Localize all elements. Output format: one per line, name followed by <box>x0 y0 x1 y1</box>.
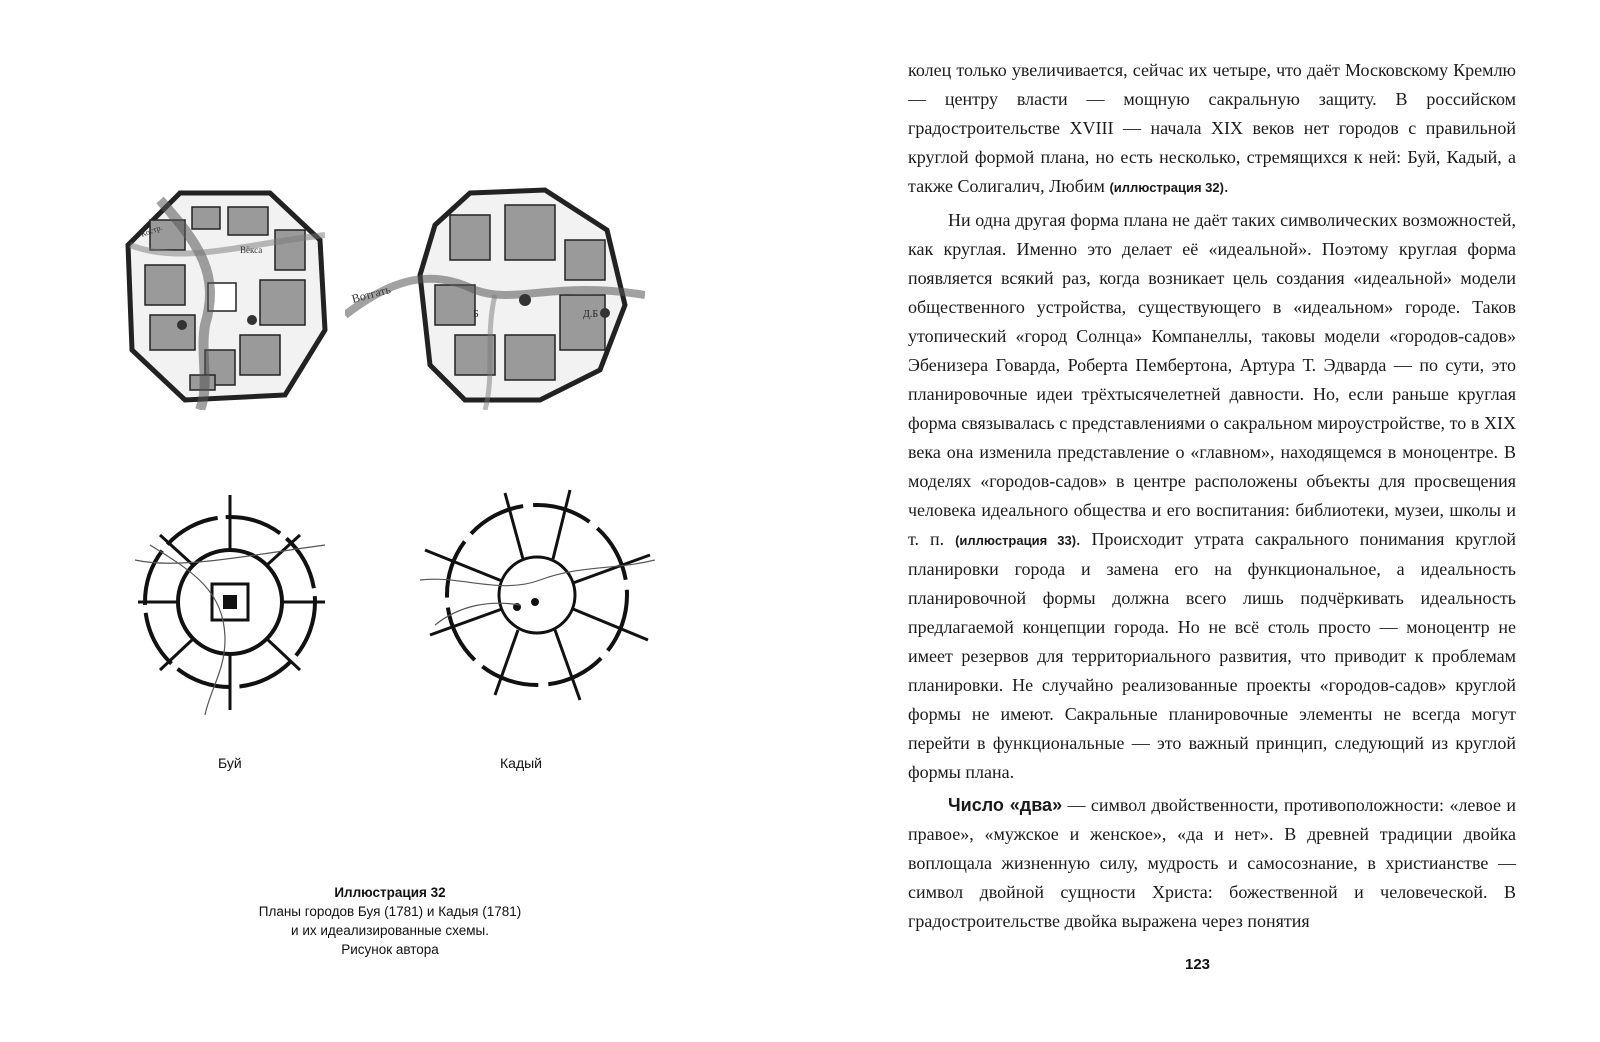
bui-idealized-scheme <box>130 490 330 715</box>
figure-caption <box>180 883 600 959</box>
caption-line-1: Планы городов Буя (1781) и Кадыя (1781) <box>258 904 522 919</box>
kadyi-historical-plan <box>345 185 645 410</box>
paragraph-2 <box>908 206 1516 787</box>
paragraph-3-text: — символ двойственности, противоположности: «левое и правое», «мужское и женское», «да и нет». В древней традиции двойка воплощала жизненную силу, мудрость и самосознание, в христианстве — символ двойной сущности Христа: божественной и человеческой. В градостроительстве двойка выражена через понятия <box>908 795 1517 931</box>
paragraph-2-end: . Происходит утрата сакрального понимания круглой планировки города и замена его на функциональное, а идеальность планировочной формы должна всего лишь подчёркивать идеальность предлагаемой концепции города. Но не всё столь просто — моноцентр не имеет резервов для территориального развития, что приводит к проблемам планировки. Не случайно реализованные проекты «городов-садов» круглой формы не имеют. Сакральные планировочные элементы не всегда могут перейти в функциональные — это важный принцип, следующий из круглой формы плана. <box>908 529 1516 782</box>
right-page <box>800 0 1600 1042</box>
paragraph-1-end: . <box>1223 176 1229 196</box>
bui-river-label: Вёкса <box>240 245 263 255</box>
kadyi-label-b: Б <box>473 309 479 320</box>
body-text <box>908 56 1516 940</box>
paragraph-3 <box>908 791 1516 936</box>
caption-line-3: Рисунок автора <box>341 942 439 957</box>
kadyi-idealized-scheme <box>420 485 655 715</box>
paragraph-2-text: Ни одна другая форма плана не даёт таких символических возможностей, как круглая. Именно это делает её «идеальной». Поэтому круглая форма появляется всякий раз, когда возникает цель создания «идеальной» модели общественного устройства, существующего в «идеальном» городе. Таков утопический «город Солнца» Компанеллы, таковы модели «городов-садов» Эбенизера Говарда, Роберта Пембертона, Артура Т. Эдварда — по сути, это планировочные идеи трёхтысячелетней давности. Но, если раньше круглая форма связывалась с представлениями о сакральном мироустройстве, то в XIX века она изменила представление о «главном», находящемся в моноцентре. В моделях «городов-садов» в центре расположены объекты для просвещения человека идеального общества и его воспитания: библиотеки, музеи, школы и т. п. <box>908 210 1516 549</box>
bui-river-label-2: Костр. <box>139 222 164 239</box>
kadyi-river-label: Вотгать <box>350 282 393 306</box>
figure-reference-32[interactable]: (иллюстрация 32) <box>1109 180 1224 195</box>
caption-line-2: и их идеализированные схемы. <box>291 923 489 938</box>
paragraph-1-text: колец только увеличивается, сейчас их четыре, что даёт Московскому Кремлю — центру власти — мощную сакральную защиту. В российском градостроительстве XVIII — начала XIX веков нет городов с правильной круглой формой плана, но есть несколько, стремящихся к ней: Буй, Кадый, а также Солигалич, Любим <box>908 60 1516 196</box>
caption-title: Иллюстрация 32 <box>334 885 446 900</box>
bui-historical-plan <box>120 185 330 410</box>
paragraph-3-lead: Число «два» <box>948 795 1063 815</box>
label-kadyi: Кадый <box>500 755 542 771</box>
page-number: 123 <box>1185 956 1211 973</box>
label-bui: Буй <box>218 755 242 771</box>
paragraph-1 <box>908 56 1516 202</box>
figure-reference-33[interactable]: (иллюстрация 33) <box>955 533 1077 548</box>
kadyi-label-db: Д.Б <box>583 309 599 320</box>
